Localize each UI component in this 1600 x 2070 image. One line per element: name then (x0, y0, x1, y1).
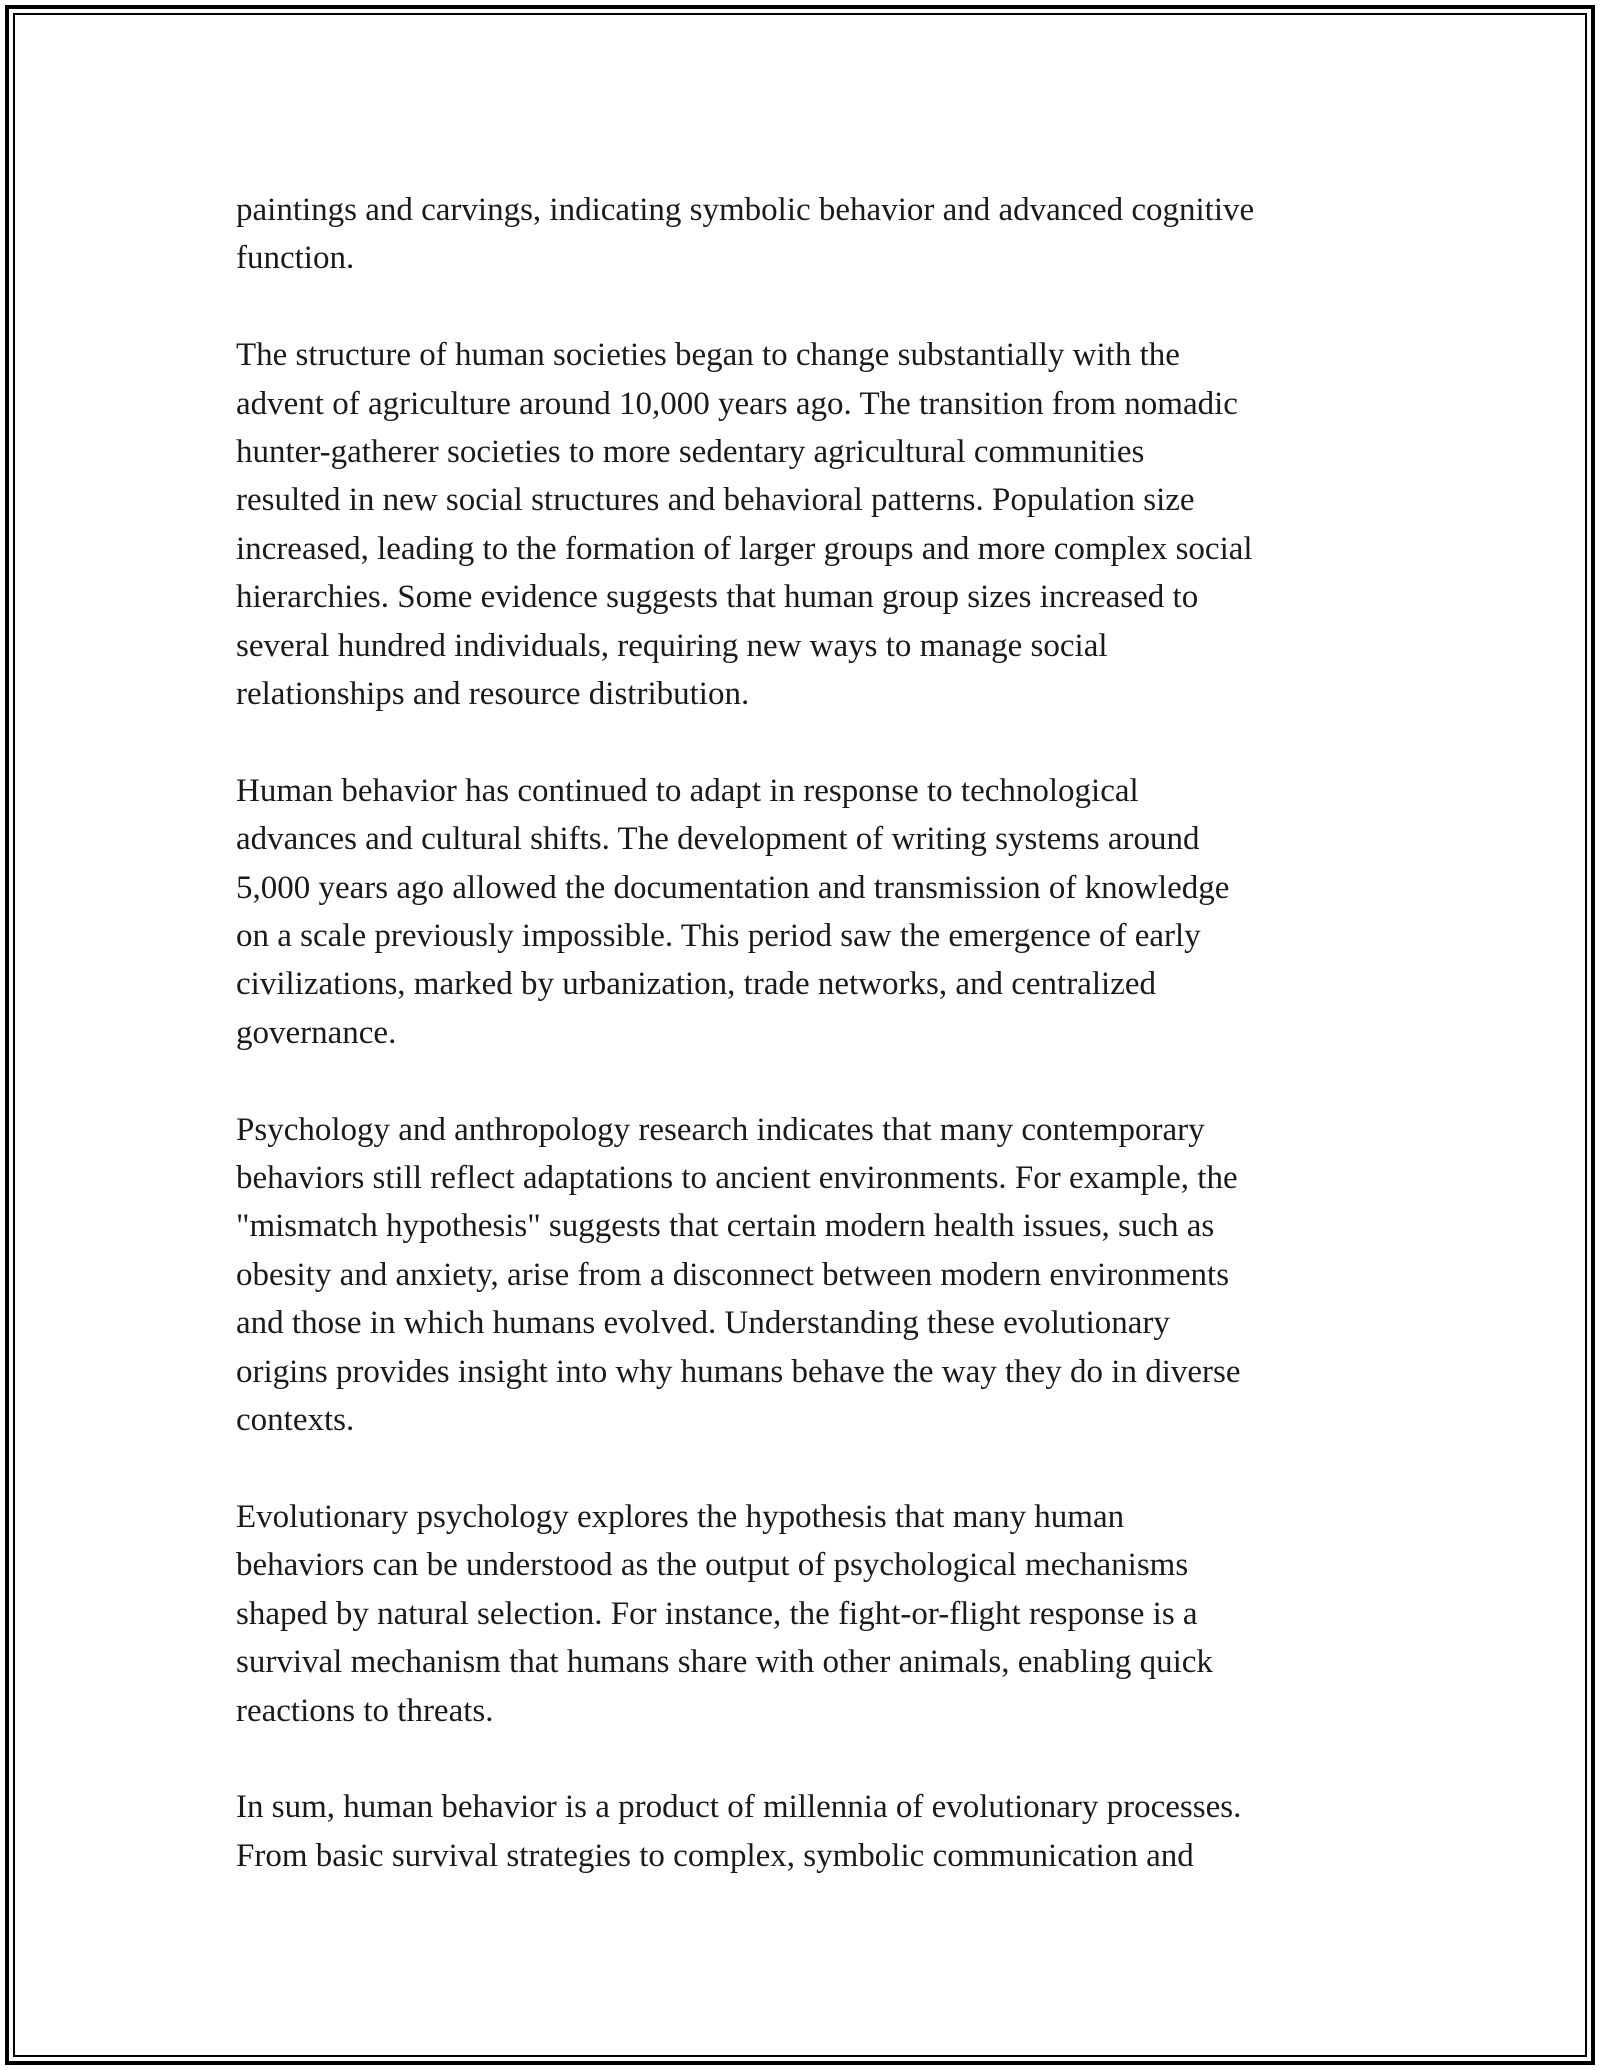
text-line: and those in which humans evolved. Understanding these evolutionary (236, 1305, 1170, 1342)
text-line: survival mechanism that humans share with other animals, enabling quick (236, 1644, 1213, 1681)
text-line: hierarchies. Some evidence suggests that human group sizes increased to (236, 579, 1199, 616)
text-line: hunter-gatherer societies to more sedentary agricultural communities (236, 434, 1145, 471)
text-line: behaviors can be understood as the output of psychological mechanisms (236, 1547, 1189, 1584)
text-line: shaped by natural selection. For instance, the fight-or-flight response is a (236, 1595, 1198, 1632)
text-line: 5,000 years ago allowed the documentation and transmission of knowledge (236, 869, 1230, 906)
text-line: resulted in new social structures and behavioral patterns. Population size (236, 482, 1195, 519)
text-line: reactions to threats. (236, 1692, 494, 1729)
text-line: increased, leading to the formation of larger groups and more complex social (236, 530, 1253, 567)
paragraph-mismatch-hypothesis (236, 1106, 1396, 1445)
text-line: advances and cultural shifts. The development of writing systems around (236, 821, 1200, 858)
text-line: function. (236, 240, 355, 277)
text-line: relationships and resource distribution. (236, 676, 750, 713)
text-line: obesity and anxiety, arise from a disconnect between modern environments (236, 1256, 1230, 1293)
text-line: "mismatch hypothesis" suggests that certain modern health issues, such as (236, 1208, 1215, 1245)
text-line: behaviors still reflect adaptations to ancient environments. For example, the (236, 1160, 1238, 1197)
paragraph-agriculture (236, 331, 1396, 718)
text-line: The structure of human societies began to change substantially with the (236, 337, 1180, 374)
text-line: Human behavior has continued to adapt in response to technological (236, 772, 1139, 809)
document-body (236, 186, 1396, 1929)
text-line: In sum, human behavior is a product of millennia of evolutionary processes. (236, 1789, 1242, 1826)
text-line: on a scale previously impossible. This period saw the emergence of early (236, 918, 1201, 955)
text-line: several hundred individuals, requiring new ways to manage social (236, 627, 1108, 664)
text-line: From basic survival strategies to complex, symbolic communication and (236, 1837, 1194, 1874)
text-line: Psychology and anthropology research indicates that many contemporary (236, 1111, 1205, 1148)
text-line: advent of agriculture around 10,000 years ago. The transition from nomadic (236, 385, 1238, 422)
paragraph-symbolic-behavior (236, 186, 1396, 283)
paragraph-writing-systems (236, 767, 1396, 1057)
text-line: Evolutionary psychology explores the hypothesis that many human (236, 1498, 1125, 1535)
text-line: origins provides insight into why humans behave the way they do in diverse (236, 1353, 1241, 1390)
paragraph-evolutionary-psychology (236, 1493, 1396, 1735)
text-line: contexts. (236, 1402, 355, 1439)
paragraph-in-sum (236, 1783, 1396, 1880)
text-line: governance. (236, 1014, 397, 1051)
text-line: civilizations, marked by urbanization, trade networks, and centralized (236, 966, 1156, 1003)
text-line: paintings and carvings, indicating symbolic behavior and advanced cognitive (236, 192, 1255, 228)
